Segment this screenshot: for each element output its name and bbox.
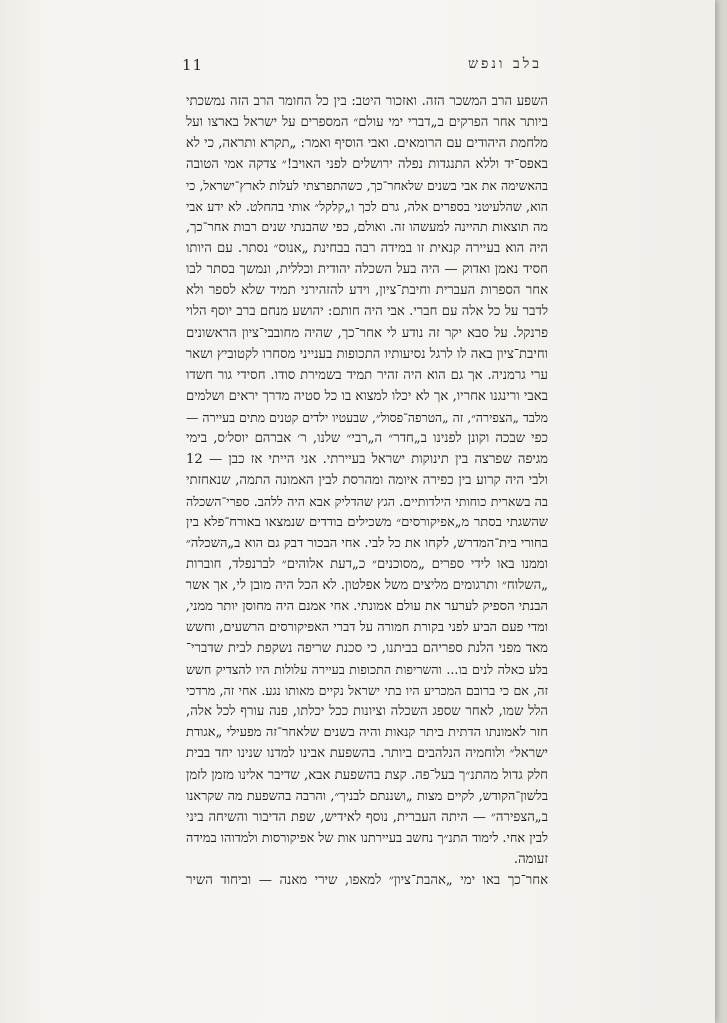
text-line: בחורי בית־המדרש, לקחו את כל לבי. אחי הבכור דבק גם הוא ב„השכלה״ bbox=[185, 535, 548, 551]
text-line: זה, אם כי ברובם המכריע היו בתי ישראל נקיים מאותו נגע. אחי זה, מרדכי bbox=[186, 683, 548, 699]
text-line: אחר הספרות העברית וחיבת־ציון, וידע להזהירני תמיד שלא לספר ולא bbox=[186, 283, 548, 299]
text-line: חזר לאמונתו הדתית ביתר קנאות והיה בשנים שלאחר־זה מפעילי „אגודת bbox=[186, 725, 548, 741]
text-line: מאד מפני הלנת ספריהם בביתנו, כי סכנת שריפה נשקפת לבית שדברי־ bbox=[186, 641, 548, 657]
text-line: חלק גדול מהתנ״ך בעל־פה. קצת בהשפעת אבא, שדיבר אלינו מזמן לזמן bbox=[186, 767, 548, 783]
text-line: פרנקל. על סבא יקר זה נודע לי אחר־כך, שהיה מחובבי־ציון הראשונים bbox=[186, 325, 548, 341]
text-line: מגיפה שפרצה בין תינוקות ישראל בעיירתי. אני הייתי אז כבן — 12 bbox=[186, 451, 548, 467]
text-line: הוא, שהלעיטני בספרים אלה, גרם לכך ו„קלקל״ אותי בהחלט. לא ידע אבי bbox=[186, 199, 548, 215]
text-line: ישראל״ ולוחמיה הנלהבים ביותר. בהשפעת אבינו למדנו שנינו יחד בבית bbox=[186, 746, 548, 762]
text-line: וחיבת־ציון באה לו לרגל נסיעותיו התכופות בענייני מסחרו לקטוביץ ושאר bbox=[185, 346, 548, 362]
text-line: ולבי היה קרוע בין כפירה איומה ומהרסת לבין האמונה התמה, שנאחזתי bbox=[186, 472, 548, 488]
text-line: באבי ורינגנו אחריו, אך לא יכלו למצוא בו כל סטיה מדרך יראים ושלמים bbox=[186, 388, 548, 404]
page-number: 11 bbox=[182, 56, 204, 74]
text-line: ב„הצפירה״ — היתה העברית, נוסף לאידיש, שפת הדיבור והשיחה ביני bbox=[186, 809, 548, 825]
text-line: ערי גרמניה. אך גם הוא היה זהיר תמיד בשמירת סודו. חסידי גור חשדו bbox=[186, 367, 548, 383]
text-line: וממנו באו לידי ספרים „מסוכנים״ כ„דעת אלוהים״ לברנפלד, חוברות bbox=[186, 557, 548, 573]
text-line: מלחמת היהודים עם הרומאים. ואבי הוסיף ואמר: „תקרא ותראה, כי לא bbox=[185, 136, 548, 152]
text-line: באפס־יד וללא התנגדות נפלה ירושלים לפני האויב!״ צדקה אמי הטובה bbox=[186, 157, 548, 173]
text-line: היה הוא בעיירה קנאית זו במידה רבה בבחינת „אנוס״ נסתר. עם היותו bbox=[186, 241, 548, 257]
text-line: כפי שבכה וקונן לפנינו ב„חדר״ ה„רבי״ שלנו, ר׳ אברהם יוסל׳ס, בימי bbox=[186, 430, 548, 446]
text-line: ביותר אחר הפרקים ב„דברי ימי עולם״ המספרים על ישראל בארצו ועל bbox=[186, 115, 548, 131]
text-line: בה בשארית כוחותי הילדותיים. הגץ שהדליק אבא היה ללהב. ספרי־השכלה bbox=[186, 493, 548, 509]
text-line: בלשון־הקודש, לקיים מצות „ושננתם לבניך״, והרבה בהשפעת מה שקראנו bbox=[186, 788, 548, 804]
text-line: הלל שמו, לאחר שספג השכלה וציונות ככל יכלתו, פנה עורף לכל אלה, bbox=[186, 704, 548, 720]
text-line: זעומה. bbox=[513, 851, 548, 867]
text-line: ומדי פעם הביע לפני בקורת חמורה על דברי האפיקורסים הרשעים, וחשש bbox=[186, 620, 548, 636]
text-line: „השלוח״ ותרגומים מליצים משל אפלטון. לא הכל היה מובן לי, אך אשר bbox=[185, 578, 548, 594]
text-line: חסיד נאמן ואדוק — היה בעל השכלה יהודית וכללית, ונמשך בסתר לבו bbox=[186, 262, 548, 278]
text-line: שהשגתי בסתר מ„אפיקורסים״ משכילים בודדים שנמצאו באורח־פלא בין bbox=[186, 514, 548, 530]
text-line: לבין אחי. לימוד התנ״ך נחשב בעיירתנו אות של אפיקורסות ולמדוהו במידה bbox=[186, 830, 548, 846]
body-text bbox=[186, 91, 548, 891]
text-line: אחר־כך באו ימי „אהבת־ציון״ למאפו, שירי מאנה — וביחוד השיר bbox=[186, 872, 548, 888]
text-line: השפע הרב המשכר הזה. ואזכור היטב: בין כל החומר הרב הזה נמשכתי bbox=[186, 94, 548, 109]
book-title: בלב ונפש bbox=[468, 56, 542, 72]
text-line: בהאשימה את אבי בשנים שלאחר־כך, כשהתפרצתי לעלות לארץ־ישראל, כי bbox=[186, 178, 548, 194]
text-line: לדבר על כל אלה עם חברי. אבי היה חותם: יהושע מנחם ברב יוסף הלוי bbox=[186, 304, 548, 320]
text-line: הבנתי הספיק לערער את עולם אמונתי. אחי אמנם היה מחוסן יותר ממני, bbox=[185, 599, 548, 615]
text-line: מלבד „הצפירה״, זה „הטרפה־פסול״, שבעטיו ילדים קטנים מתים בעיירה — bbox=[186, 409, 548, 425]
text-line: מה תוצאות תהיינה למעשהו זה. ואולם, כפי שהבנתי שנים רבות אחר־כך, bbox=[186, 220, 548, 236]
text-line: בלע כאלה לנים בו... והשריפות התכופות בעיירה עלולות היו להצדיק חשש bbox=[186, 662, 548, 678]
running-head bbox=[182, 56, 542, 78]
